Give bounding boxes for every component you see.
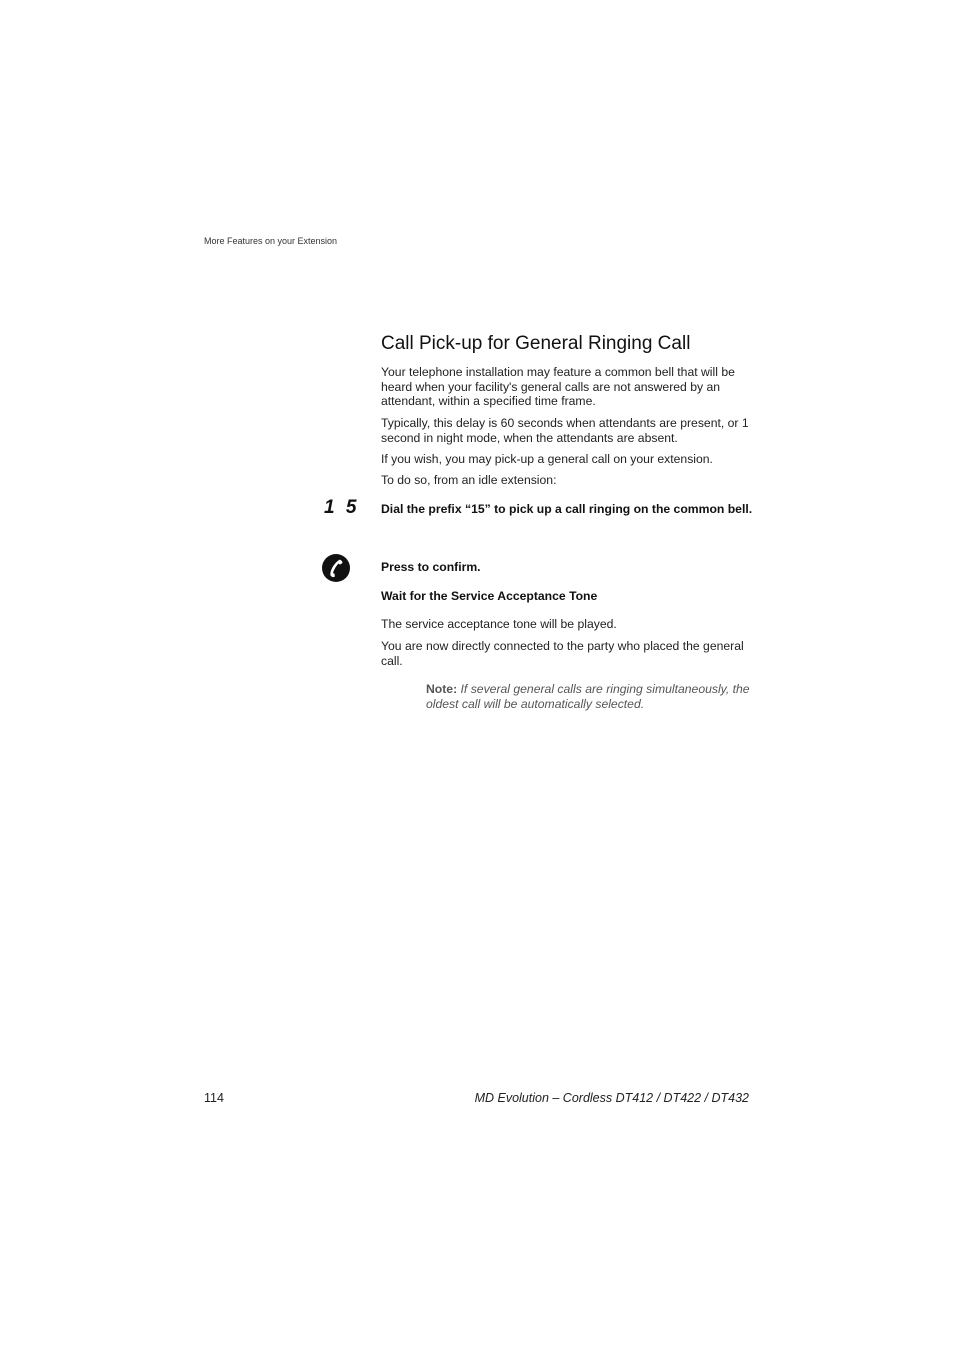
running-header: More Features on your Extension bbox=[204, 236, 338, 246]
intro-paragraph-3: If you wish, you may pick-up a general call on your extension. bbox=[381, 452, 713, 466]
step-confirm-instruction: Press to confirm. bbox=[381, 560, 481, 574]
intro-paragraph-4: To do so, from an idle extension: bbox=[381, 473, 557, 487]
document-title: MD Evolution – Cordless DT412 / DT422 / DT432 bbox=[474, 1091, 749, 1105]
page-number: 114 bbox=[204, 1091, 224, 1105]
step-wait-instruction: Wait for the Service Acceptance Tone bbox=[381, 589, 598, 603]
dial-key-label: 1 5 bbox=[324, 497, 360, 518]
result-paragraph-1: The service acceptance tone will be played. bbox=[381, 617, 617, 631]
result-paragraph-2: You are now directly connected to the party who placed the general call. bbox=[381, 639, 744, 668]
note-text: If several general calls are ringing simultaneously, the oldest call will be automatically selected. bbox=[426, 682, 750, 711]
section-title: Call Pick-up for General Ringing Call bbox=[381, 333, 691, 354]
intro-paragraph-2: Typically, this delay is 60 seconds when attendants are present, or 1 second in night mode, when the attendants are absent. bbox=[381, 416, 749, 445]
step-dial-instruction: Dial the prefix “15” to pick up a call ringing on the common bell. bbox=[381, 502, 753, 516]
intro-paragraph-1: Your telephone installation may feature a common bell that will be heard when your facility's general calls are not answered by an attendant, within a specified time frame. bbox=[381, 365, 735, 409]
note-label: Note: bbox=[426, 682, 458, 696]
handset-icon bbox=[322, 554, 350, 582]
note-block bbox=[426, 682, 761, 711]
